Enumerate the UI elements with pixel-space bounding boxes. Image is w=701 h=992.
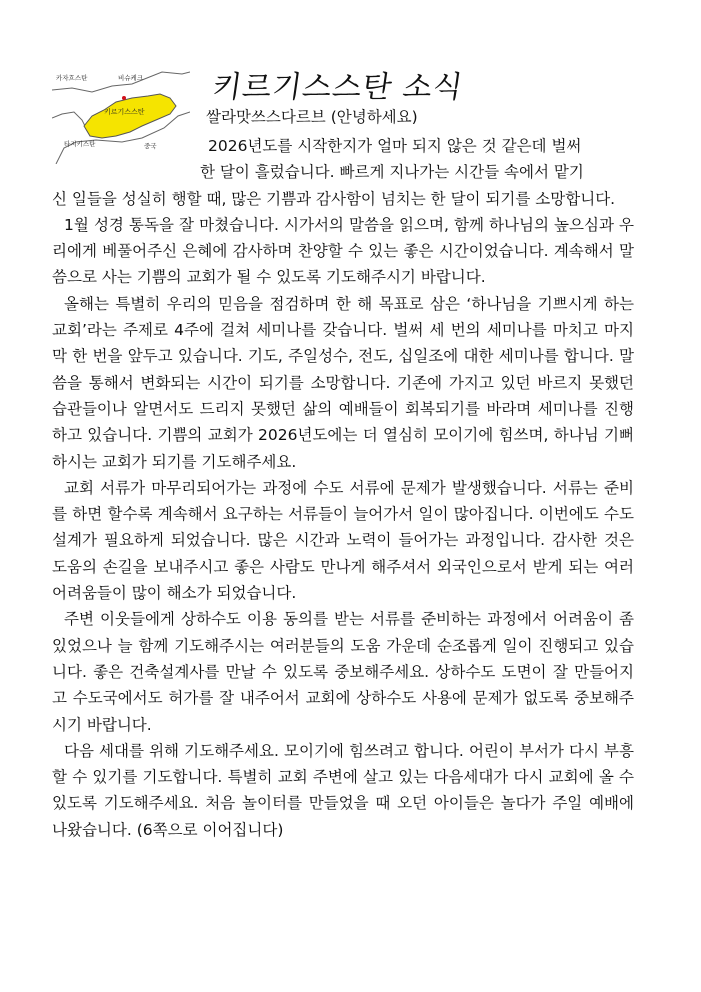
newsletter-body bbox=[52, 133, 634, 843]
newsletter-title: 키르기스스탄 소식 bbox=[210, 70, 466, 105]
map-label-tajikistan: 타지키스탄 bbox=[64, 140, 96, 148]
paragraph-1-line-1: 2026년도를 시작한지가 얼마 되지 않은 것 같은데 벌써 bbox=[208, 137, 582, 155]
bishkek-capital-marker bbox=[122, 96, 126, 100]
paragraph-3: 올해는 특별히 우리의 믿음을 점검하며 한 해 목표로 삼은 ‘하나님을 기쁘시게 하는 교회’라는 주제로 4주에 걸쳐 세미나를 갖습니다. 벌써 세 번의 세미나를 마치고 마지막 한 번을 앞두고 있습니다. 기도, 주일성수, 전도, 십일조에 대한 세미나를 합니다. 말씀을 통해서 변화되는 시간이 되기를 소망합니다. 기존에 가지고 있던 바르지 못했던 습관들이나 알면서도 드리지 못했던 삶의 예배들이 회복되기를 바라며 세미나를 진행하고 있습니다. 기쁨의 교회가 2026년도에는 더 열심히 모이기에 힘쓰며, 하나님 기뻐하시는 교회가 되기를 기도해주세요. bbox=[52, 294, 634, 471]
map-label-china: 중국 bbox=[144, 142, 157, 150]
map-border-west bbox=[52, 112, 86, 128]
map-label-kyrgyzstan: 키르기스스탄 bbox=[104, 108, 145, 116]
paragraph-1-line-2: 한 달이 흘렀습니다. 빠르게 지나가는 시간들 속에서 맡기 bbox=[200, 163, 584, 182]
paragraph-4: 교회 서류가 마무리되어가는 과정에 수도 서류에 문제가 발생했습니다. 서류는 준비를 하면 할수록 계속해서 요구하는 서류들이 늘어가서 일이 많아집니다. 이번에도 수도 설계가 필요하게 되었습니다. 많은 시간과 노력이 들어가는 과정입니다. 감사한 것은 도움의 손길을 보내주시고 좋은 사람도 만나게 해주셔서 외국인으로서 받게 되는 여러 어려움들이 많이 해소가 되었습니다. bbox=[52, 478, 634, 603]
kyrgyzstan-shape bbox=[84, 94, 176, 138]
paragraph-5: 주변 이웃들에게 상하수도 이용 동의를 받는 서류를 준비하는 과정에서 어려움이 좀 있었으나 늘 함께 기도해주시는 여러분들의 도움 가운데 순조롭게 일이 진행되고 있습니다. 좋은 건축설계사를 만날 수 있도록 중보해주세요. 상하수도 도면이 잘 만들어지고 수도국에서도 허가를 잘 내주어서 교회에 상하수도 사용에 문제가 없도록 중보해주시기 바랍니다. bbox=[52, 610, 634, 734]
paragraph-6: 다음 세대를 위해 기도해주세요. 모이기에 힘쓰려고 합니다. 어린이 부서가 다시 부흥할 수 있기를 기도합니다. 특별히 교회 주변에 살고 있는 다음세대가 다시 교회에 올 수 있도록 기도해주세요. 처음 놀이터를 만들었을 때 오던 아이들은 놀다가 주일 예배에 나왔습니다. (6쪽으로 이어집니다) bbox=[52, 741, 634, 839]
paragraph-2: 1월 성경 통독을 잘 마쳤습니다. 시가서의 말씀을 읽으며, 함께 하나님의 높으심과 우리에게 베풀어주신 은혜에 감사하며 찬양할 수 있는 좋은 시간이었습니다. 계속해서 말씀으로 사는 기쁨의 교회가 될 수 있도록 기도해주시기 바랍니다. bbox=[52, 215, 634, 287]
paragraph-1-rest: 신 일들을 성실히 행할 때, 많은 기쁨과 감사함이 넘치는 한 달이 되기를 소망합니다. bbox=[52, 189, 616, 208]
map-label-bishkek: 비슈케크 bbox=[118, 74, 144, 82]
greeting-line: 쌀라맛쓰스다르브 (안녕하세요) bbox=[206, 108, 418, 126]
map-label-kazakhstan: 카자흐스탄 bbox=[56, 74, 88, 82]
paragraph-1 bbox=[52, 133, 634, 212]
